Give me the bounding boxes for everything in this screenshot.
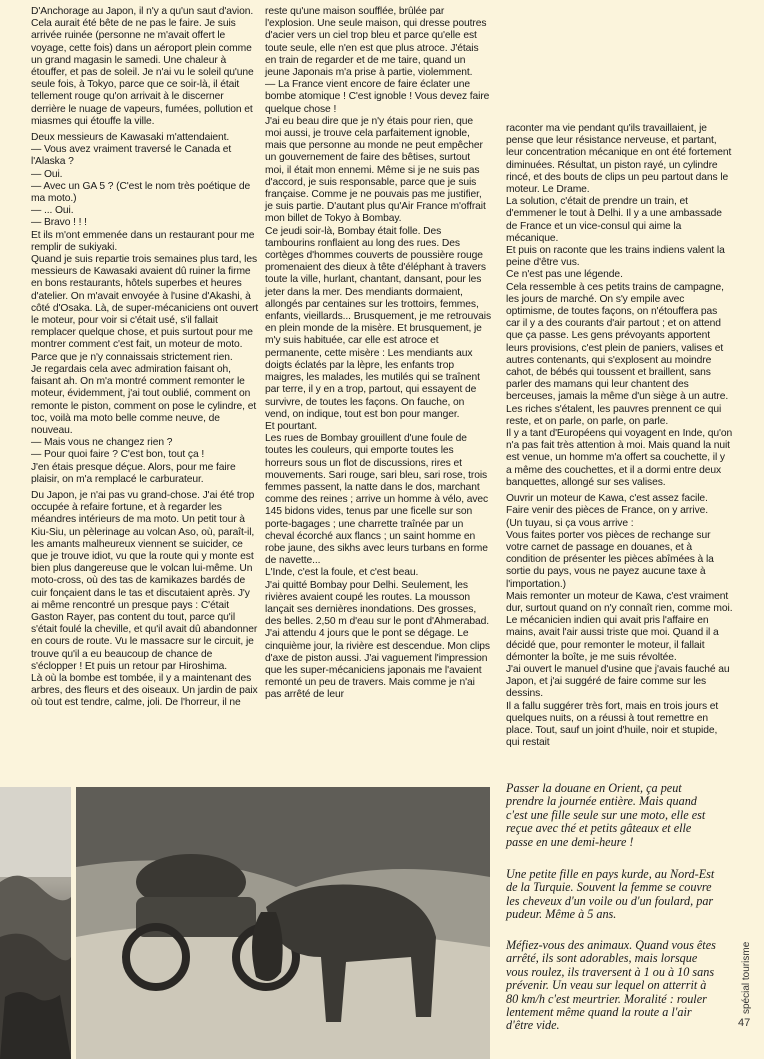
section-label xyxy=(736,926,756,1016)
motorcycle-and-calf-photo xyxy=(76,787,490,1059)
landscape-photo xyxy=(0,787,71,1059)
text-column-1 xyxy=(31,6,259,714)
photo-caption: Passer la douane en Orient, ça peut prendre la journée entière. Mais quand c'est une fille seule sur une moto, elle est reçue avec thé et petits gâteaux et elle passe en une demi-heure ! xyxy=(506,781,706,849)
section-label-text: spécial tourisme xyxy=(741,941,752,1014)
paragraph: Du Japon, je n'ai pas vu grand-chose. J'ai été trop occupée à refaire fortune, et à regarder les méandres intérieurs de ma moto. Un petit tour à Kiu-Siu, un pèlerinage au volcan Aso, où, paraît-il, les amants malheureux viennent se suicider, ce que je trouve idiot, vu que la route qui y monte est bien plus dangereuse que le volcan lui-même. Un moto-cross, où des tas de kamikazes bardés de cuir fonçaient dans le tas et discutaient après. J'y ai même rencontré un presque pays : C'était Gaston Rayer, pas content du tout, parce qu'il s'était foulé la cheville, et qu'il avait dû abandonner en cours de route. Vu le massacre sur le circuit, je trouve qu'il a eu beaucoup de chance de s'éclopper ! Et puis un retour par Hiroshima. Là où la bombe est tombée, il y a maintenant des arbres, des fleurs et des oiseaux. Un jardin de paix où tout est tendre, calme, joli. De l'horreur, il ne xyxy=(31,489,258,709)
landscape-photo-art xyxy=(0,787,71,1059)
photo-caption: Méfiez-vous des animaux. Quand vous êtes arrêté, ils sont adorables, mais lorsque vous roulez, ils traversent à 1 ou à 10 sans prévenir. Un veau sur lequel on atterrit à 80 km/h c'est meurtrier. Moralité : rouler lentement même quand la route a l'air d'être vide. xyxy=(506,938,716,1033)
paragraph: D'Anchorage au Japon, il n'y a qu'un saut d'avion. Cela aurait été bête de ne pas le faire. Je suis arrivée ruinée (personne ne m'avait offert le voyage, cette fois) dans un aéroport plein comme un grand magasin le samedi. Une chaleur à étouffer, et pas de soleil. Je n'ai vu le soleil qu'une seule fois, à Tokyo, parce que ce soir-là, il était tellement rouge qu'on arrivait à le discerner derrière le nuage de vapeurs, fumées, pollution et miasmes qui étouffe la ville. xyxy=(31,6,254,127)
paragraph: raconter ma vie pendant qu'ils travaillaient, je pense que leur résistance nerveuse, et partant, leur concentration mécanique en ont été fortement diminuées. Résultat, un piston rayé, un cylindre rincé, et des bouts de clips un peu partout dans le moteur. Le Drame. La solution, c'était de prendre un train, et d'emmener le tout à Delhi. Il y a une ambassade de France et un vice-consul qui aime la mécanique. Et puis on raconte que les trains indiens valent la peine d'être vus. Ce n'est pas une légende. Cela ressemble à ces petits trains de campagne, les jours de marché. On s'y empile avec optimisme, de toutes façons, on n'étouffera pas car il y a des courants d'air partout ; et on attend que ça passe. Les gens prévoyants apportent leurs provisions, c'est plein de paniers, valises et autres contenants, qui s'explosent au moindre cahot, de bébés qui toussent et braillent, sans parler des mamans qui leur chantent des berceuses, jamais la même d'un siège à un autre. Les riches s'étalent, les pauvres prennent ce qui reste, et on parle, on parle, on parle. Il y a tant d'Européens qui voyagent en Inde, qu'on n'a pas fait très attention à moi. Mais quand la nuit est venue, un homme m'a offert sa couchette, il y a même des couchettes, et il a dormi entre deux banquettes, allongé sur ses valises. xyxy=(506,123,733,488)
text-column-2 xyxy=(265,6,491,706)
paragraph: reste qu'une maison soufflée, brûlée par l'explosion. Une seule maison, qui dresse poutres d'acier vers un ciel trop bleu et parce qu'elle est toute seule, elle n'en est que plus atroce. J'étais en train de regarder et de me taire, quand un jeune Japonais m'a prise à partie, violemment. — La France vient encore de faire éclater une bombe atomique ! C'est ignoble ! Vous devez faire quelque chose ! J'ai eu beau dire que je n'y étais pour rien, que moi aussi, je trouve cela parfaitement ignoble, mais que personne au monde ne peut empêcher un gouvernement de faire des bêtises, surtout moi, il était mon ennemi. Même si je ne suis pas d'accord, je suis responsable, parce que je suis française. Comme je ne pouvais pas me justifier, je suis partie. D'autant plus qu'Air France m'offrait mon billet de Tokyo à Bombay. Ce jeudi soir-là, Bombay était folle. Des tambourins ronflaient au long des rues. Des cortèges d'hommes couverts de poussière rouge promenaient des dieux à tête d'éléphant à travers toute la ville, hurlant, chantant, dansant, pour les jeter dans la mer. Des mendiants dormaient, allongés par centaines sur les trottoirs, femmes, enfants, vieillards... Brusquement, je me retrouvais en plein monde de la misère. Et brusquement, je m'y suis habituée, car elle est atroce et permanente, cette misère : Les mendiants aux doigts éclatés par la lèpre, les enfants trop maigres, les malades, les mutilés qui se traînent par terre, il y en a trop, partout, qui essayent de survivre, de toutes les façons. On fauche, on vend, on indique, tout est bon pour manger. Et pourtant. Les rues de Bombay grouillent d'une foule de toutes les couleurs, qui emporte toutes les horreurs sous un flot de discussions, rires et mouvements. Sari rouge, sari bleu, sari rose, trois femmes passent, la natte dans le dos, marchant comme des reines ; arrive un homme à vélo, avec 145 bidons vides, tenus par une ficelle sur son porte-bagages ; une charrette traînée par un cheval écorché aux flancs ; un saint homme en robe jaune, des sikhs avec leurs turbans en forme de navette... L'Inde, c'est la foule, et c'est beau. J'ai quitté Bombay pour Delhi. Seulement, les rivières avaient coupé les routes. La mousson lançait ses dernières inondations. Des grosses, des belles. 2,50 m d'eau sur le pont d'Ahmerabad. J'ai attendu 4 jours que le pont se dégage. Le cinquième jour, la rivière est descendue. Mon clips d'axe de piston aussi. J'ai vaguement l'impression que les super-mécaniciens japonais me l'avaient remonté un peu de travers. Mais comme je n'ai pas arrêté de leur xyxy=(265,6,492,701)
page-number: 47 xyxy=(738,1017,751,1029)
photo-caption: Une petite fille en pays kurde, au Nord-Est de la Turquie. Souvent la femme se couvre les cheveux d'un voile ou d'un foulard, par pudeur. Même à 5 ans. xyxy=(506,867,715,922)
paragraph: Deux messieurs de Kawasaki m'attendaient. — Vous avez vraiment traversé le Canada et l'Alaska ? — Oui. — Avec un GA 5 ? (C'est le nom très poétique de ma moto.) — ... Oui. — Bravo ! ! ! Et ils m'ont emmenée dans un restaurant pour me remplir de sukiyaki. Quand je suis repartie trois semaines plus tard, les messieurs de Kawasaki avaient dû ruiner la firme en bons restaurants, hôtels superbes et heures d'atelier. On m'avait envoyée à l'usine d'Akashi, à côté d'Osaka. Là, de super-mécaniciens ont ouvert le moteur, pour voir si c'était usé, s'il fallait remplacer quelque chose, et puis surtout pour me montrer comment c'est fait, un moteur de moto. Parce que je n'y connaissais strictement rien. Je regardais cela avec admiration faisant oh, faisant ah. On m'a montré comment remonter le moteur, évidemment, j'ai tout oublié, comment on remonte le piston, comment on pose le cylindre, et toc, voilà ma moto belle comme neuve, de nouveau. — Mais vous ne changez rien ? — Pour quoi faire ? C'est bon, tout ça ! J'en étais presque déçue. Alors, pour me faire plaisir, on m'a remplacé le carburateur. xyxy=(31,132,259,485)
paragraph: Ouvrir un moteur de Kawa, c'est assez facile. Faire venir des pièces de France, on y arrive. (Un tuyau, si ça vous arrive : Vous faites porter vos pièces de rechange sur votre carnet de passage en douanes, et à condition de présenter les pièces abîmées à la sortie du pays, vous ne payez aucune taxe à l'importation.) Mais remonter un moteur de Kawa, c'est vraiment dur, surtout quand on n'y connaît rien, comme moi. Le mécanicien indien qui avait pris l'affaire en mains, avait l'air aussi triste que moi. Quand il a décidé que, pour remonter le moteur, il fallait démonter la boîte, je me suis révoltée. J'ai ouvert le manuel d'usine que j'avais fauché au Japon, et j'ai suggéré de faire comme sur les dessins. Il a fallu suggérer très fort, mais en trois jours et quelques nuits, on a réussi à tout remettre en place. Tout, sauf un joint d'huile, noir et stupide, qui restait xyxy=(506,493,733,749)
motorcycle-and-calf-art xyxy=(76,787,490,1059)
text-column-3 xyxy=(506,123,733,753)
